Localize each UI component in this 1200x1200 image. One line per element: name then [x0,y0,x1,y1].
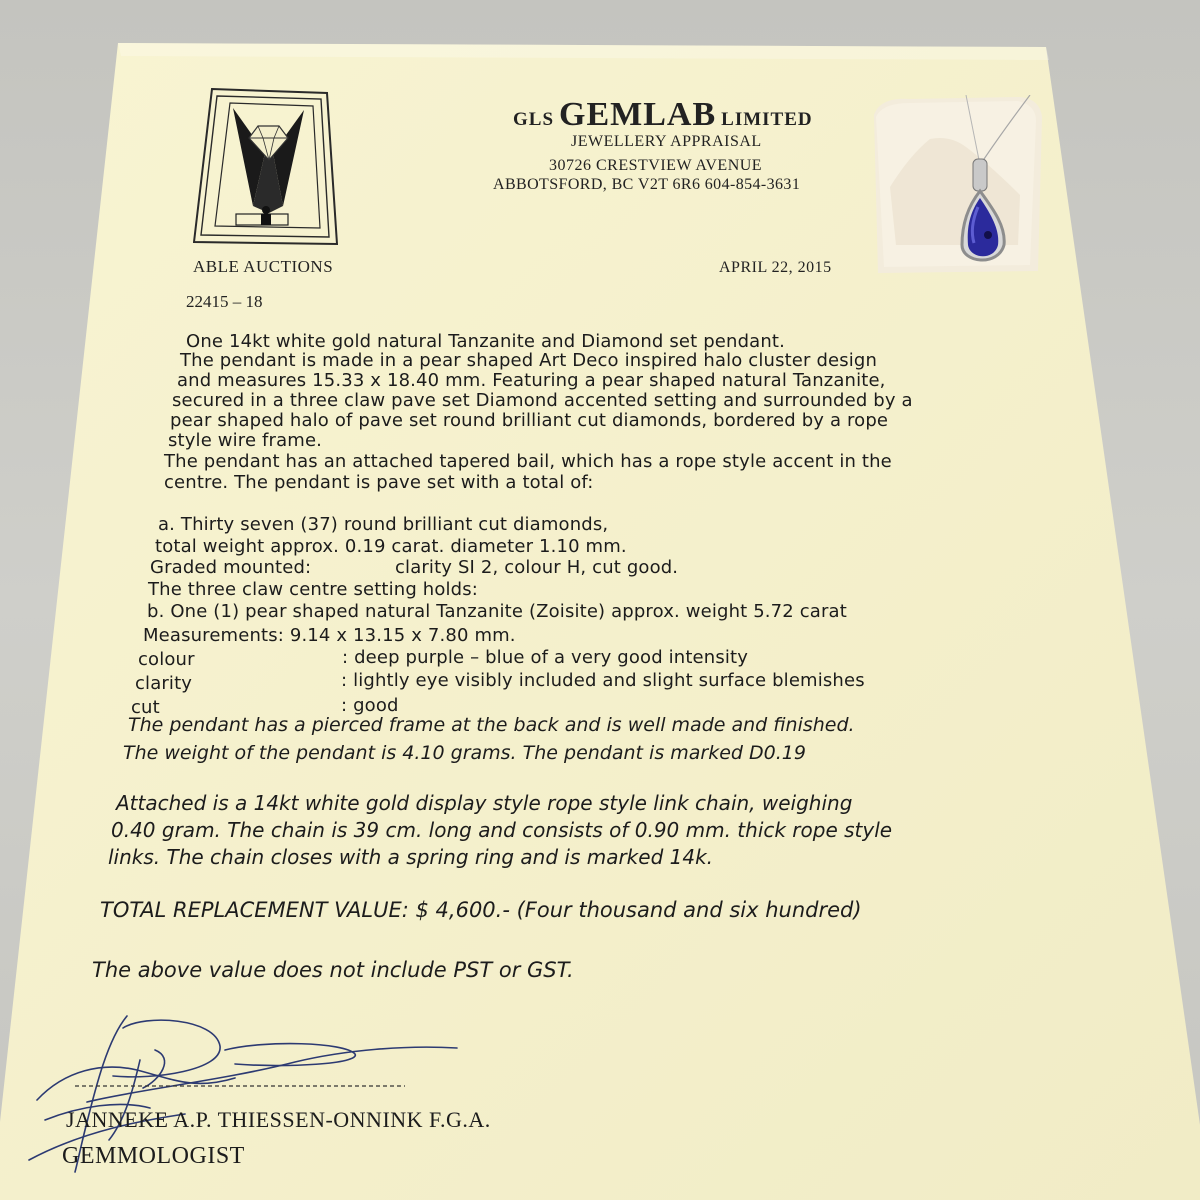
chain-line-3: links. The chain closes with a spring ring and is marked 14k. [108,845,714,869]
cut-value: : good [341,695,399,716]
signatory-name: JANNEKE A.P. THIESSEN-ONNINK F.G.A. [66,1107,491,1132]
company-suffix: LIMITED [721,109,813,130]
tanzanite-intro: The three claw centre setting holds: [148,579,478,600]
description-line-4: secured in a three claw pave set Diamond accented setting and surrounded by a [172,390,913,411]
pendant-display [870,95,1048,279]
graded-value: clarity SI 2, colour H, cut good. [395,557,679,578]
company-name: GEMLAB [559,96,717,133]
company-prefix: GLS [513,109,555,130]
tanzanite-line-1: b. One (1) pear shaped natural Tanzanite (Zoisite) approx. weight 5.72 carat [147,601,847,622]
diamonds-line-1: a. Thirty seven (37) round brilliant cut diamonds, [158,514,609,535]
description-line-7: The pendant has an attached tapered bail, which has a rope style accent in the [164,451,892,472]
clarity-value: : lightly eye visibly included and slight surface blemishes [341,670,865,691]
description-line-5: pear shaped halo of pave set round brilliant cut diamonds, bordered by a rope [170,410,889,431]
chain-line-1: Attached is a 14kt white gold display style rope style link chain, weighing [116,791,853,815]
signatory-title: GEMMOLOGIST [62,1143,245,1169]
finish-line-1: The pendant has a pierced frame at the back and is well made and finished. [128,714,855,736]
description-line-8: centre. The pendant is pave set with a total of: [164,472,594,493]
letterhead-service: JEWELLERY APPRAISAL [571,133,762,150]
description-line-2: The pendant is made in a pear shaped Art Deco inspired halo cluster design [180,350,878,371]
description-line-1: One 14kt white gold natural Tanzanite and Diamond set pendant. [186,331,785,352]
finish-line-2: The weight of the pendant is 4.10 grams. The pendant is marked D0.19 [123,742,806,764]
reference-number: 22415 – 18 [186,292,263,311]
chain-line-2: 0.40 gram. The chain is 39 cm. long and consists of 0.90 mm. thick rope style [111,818,893,842]
appraisal-date: APRIL 22, 2015 [719,259,832,276]
description-line-3: and measures 15.33 x 18.40 mm. Featuring a pear shaped natural Tanzanite, [177,370,886,391]
graded-label: Graded mounted: [150,557,312,578]
gemlab-logo [193,88,338,250]
colour-value: : deep purple – blue of a very good intensity [342,647,749,668]
letterhead-street: 30726 CRESTVIEW AVENUE [549,157,763,174]
colour-label: colour [138,649,195,670]
tanzanite-measurements: Measurements: 9.14 x 13.15 x 7.80 mm. [143,625,516,646]
tax-note: The above value does not include PST or GST. [92,958,574,982]
total-replacement-value: TOTAL REPLACEMENT VALUE: $ 4,600.- (Four thousand and six hundred) [100,898,862,922]
description-line-6: style wire frame. [168,430,323,451]
clarity-label: clarity [135,673,193,694]
tanzanite-pendant-photo [870,95,1048,275]
client-name: ABLE AUCTIONS [193,257,334,276]
diamond-v-crest-icon [193,88,338,246]
letterhead-city-phone: ABBOTSFORD, BC V2T 6R6 604-854-3631 [493,176,801,193]
diamonds-line-2: total weight approx. 0.19 carat. diameter 1.10 mm. [155,536,627,557]
letterhead-company [513,96,813,134]
cut-label: cut [131,697,160,718]
